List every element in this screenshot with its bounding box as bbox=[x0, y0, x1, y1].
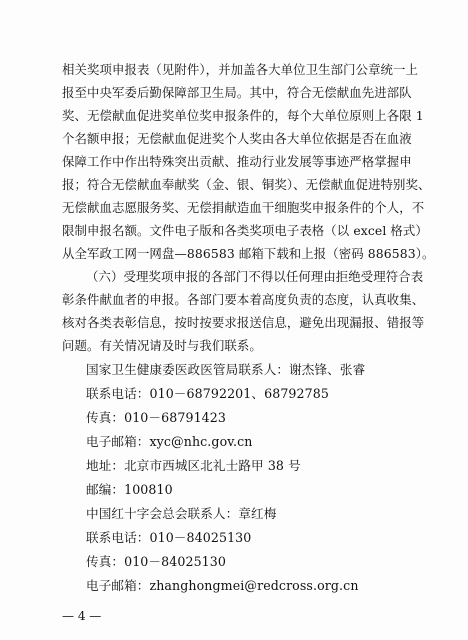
nhc-contact-fax: 传真：010－68791423 bbox=[86, 410, 227, 425]
paragraph-5-line-5: 保障工作中作出特殊突出贡献、推动行业发展等事迹严格掌握申 bbox=[62, 154, 412, 169]
nhc-contact-postcode: 邮编：100810 bbox=[86, 482, 173, 497]
nhc-contact-phone: 联系电话：010－68792201、68792785 bbox=[86, 386, 329, 401]
paragraph-5-line-2: 报至中央军委后勤保障部卫生局。其中，符合无偿献血先进部队 bbox=[62, 85, 412, 100]
paragraph-5-line-6: 报；符合无偿献血奉献奖（金、银、铜奖）、无偿献血促进特别奖、 bbox=[62, 177, 431, 192]
paragraph-5-line-9: 从全军政工网一网盘—886583 邮箱下载和上报（密码 886583）。 bbox=[62, 246, 435, 261]
paragraph-5-line-4: 个名额申报；无偿献血促进奖个人奖由各大单位依据是否在血液 bbox=[62, 131, 412, 146]
paragraph-6-line-2: 彰条件献血者的申报。各部门要本着高度负责的态度，认真收集、 bbox=[62, 292, 425, 307]
paragraph-6-line-4: 问题。有关情况请及时与我们联系。 bbox=[62, 338, 262, 353]
redcross-contact-phone: 联系电话：010－84025130 bbox=[86, 530, 252, 545]
paragraph-5-line-7: 无偿献血志愿服务奖、无偿捐献造血干细胞奖申报条件的个人，不 bbox=[62, 200, 425, 215]
paragraph-5-line-1: 相关奖项申报表（见附件），并加盖各大单位卫生部门公章统一上 bbox=[62, 62, 419, 77]
nhc-contact-person: 国家卫生健康委医政医管局联系人：谢杰锋、张睿 bbox=[86, 362, 366, 377]
paragraph-5-line-8: 限制申报名额。文件电子版和各类奖项电子表格（以 excel 格式） bbox=[62, 223, 428, 238]
paragraph-6-line-3: 核对各类表彰信息，按时按要求报送信息，避免出现漏报、错报等 bbox=[62, 315, 425, 330]
page-number: — 4 — bbox=[62, 609, 102, 623]
paragraph-6-line-1: （六）受理奖项申报的各部门不得以任何理由拒绝受理符合表 bbox=[86, 269, 424, 284]
redcross-contact-email: 电子邮箱：zhanghongmei@redcross.org.cn bbox=[86, 578, 359, 593]
redcross-contact-fax: 传真：010－84025130 bbox=[86, 554, 227, 569]
paragraph-5-line-3: 奖、无偿献血促进奖单位奖申报条件的，每个大单位原则上各限 1 bbox=[62, 108, 424, 123]
redcross-contact-person: 中国红十字会总会联系人：章红梅 bbox=[86, 506, 277, 521]
nhc-contact-email: 电子邮箱：xyc@nhc.gov.cn bbox=[86, 434, 253, 449]
nhc-contact-address: 地址：北京市西城区北礼士路甲 38 号 bbox=[86, 458, 301, 473]
